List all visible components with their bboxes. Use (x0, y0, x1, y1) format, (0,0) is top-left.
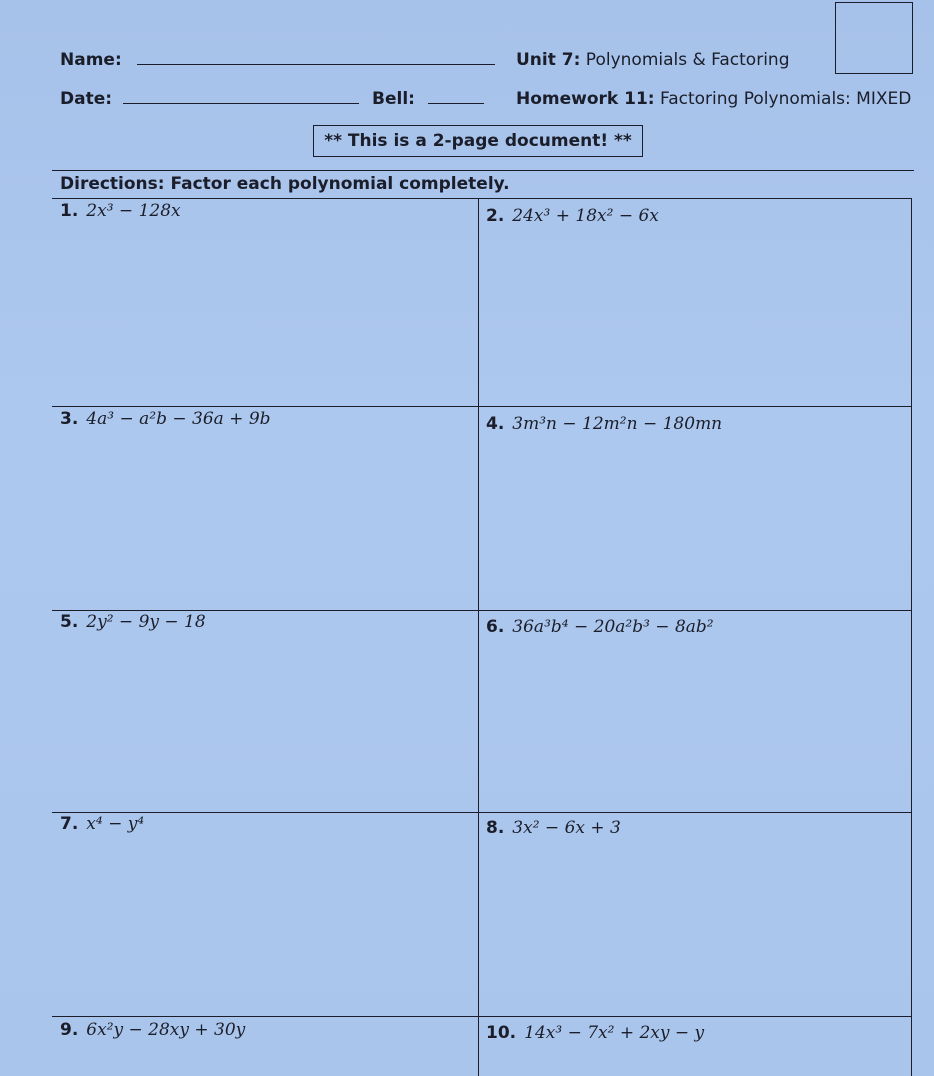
problem-number: 10. (486, 1023, 517, 1043)
problem-grid (52, 198, 912, 1076)
unit-title (516, 50, 790, 70)
problem-2[interactable] (486, 206, 659, 226)
bell-label: Bell: (372, 89, 415, 109)
problem-8[interactable] (486, 818, 621, 838)
grid-row-divider (52, 812, 912, 813)
problem-number: 6. (486, 617, 505, 637)
unit-label: Unit 7: (516, 50, 581, 70)
grid-row-divider (52, 406, 912, 407)
problem-number: 1. (60, 201, 79, 221)
problem-expression: 24x³ + 18x² − 6x (512, 206, 659, 226)
problem-expression: 6x²y − 28xy + 30y (86, 1020, 246, 1040)
homework-label: Homework 11: (516, 89, 655, 109)
two-page-notice: ** This is a 2-page document! ** (313, 125, 643, 157)
problem-number: 3. (60, 409, 79, 429)
name-label: Name: (60, 50, 122, 70)
unit-text: Polynomials & Factoring (580, 50, 790, 70)
problem-1[interactable] (60, 201, 181, 221)
homework-text: Factoring Polynomials: MIXED (654, 89, 912, 109)
problem-expression: x⁴ − y⁴ (86, 814, 145, 834)
problem-expression: 14x³ − 7x² + 2xy − y (524, 1023, 705, 1043)
date-line (60, 89, 359, 109)
problem-number: 8. (486, 818, 505, 838)
problem-number: 9. (60, 1020, 79, 1040)
date-field[interactable] (123, 90, 359, 104)
problem-4[interactable] (486, 414, 722, 434)
grid-row-divider (52, 610, 912, 611)
problem-7[interactable] (60, 814, 144, 834)
score-box[interactable] (835, 2, 913, 74)
problem-expression: 4a³ − a²b − 36a + 9b (86, 409, 271, 429)
problem-10[interactable] (486, 1023, 704, 1043)
problem-5[interactable] (60, 612, 206, 632)
problem-expression: 36a³b⁴ − 20a²b³ − 8ab² (512, 617, 714, 637)
grid-center-divider (478, 198, 479, 1076)
grid-row-divider (52, 1016, 912, 1017)
problem-3[interactable] (60, 409, 271, 429)
problem-expression: 3m³n − 12m²n − 180mn (512, 414, 723, 434)
bell-line (372, 89, 484, 109)
problem-expression: 3x² − 6x + 3 (512, 818, 621, 838)
name-field[interactable] (137, 51, 495, 65)
problem-6[interactable] (486, 617, 714, 637)
problem-number: 7. (60, 814, 79, 834)
directions-top-rule (52, 170, 914, 171)
directions: Directions: Factor each polynomial completely. (60, 174, 510, 194)
problem-number: 2. (486, 206, 505, 226)
problem-number: 4. (486, 414, 505, 434)
problem-expression: 2x³ − 128x (86, 201, 181, 221)
problem-9[interactable] (60, 1020, 245, 1040)
problem-number: 5. (60, 612, 79, 632)
date-label: Date: (60, 89, 113, 109)
problem-expression: 2y² − 9y − 18 (86, 612, 206, 632)
name-line (60, 50, 495, 70)
homework-title (516, 89, 911, 109)
bell-field[interactable] (428, 90, 484, 104)
